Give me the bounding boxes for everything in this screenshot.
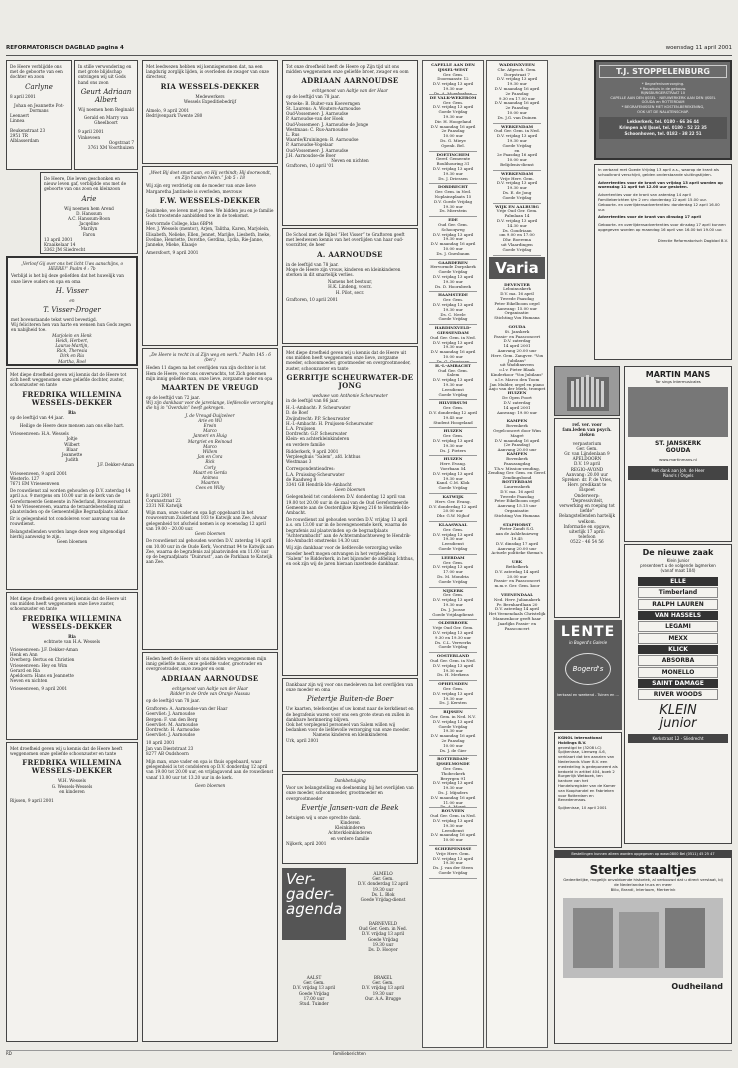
brand-logo: KLICK: [638, 645, 718, 654]
info-p5: Geboorte- en overlijdensadvertenties voor dinsdag 17 april kunnen opgegeven worden op maandag 16 april van 16.00 tot 19.00 uur.: [598, 222, 726, 232]
notice-age: op de leeftijd van 72 jaar.: [146, 395, 200, 401]
notice-and: en: [69, 297, 75, 303]
death-notice-wessels-1: [6, 368, 138, 590]
notice-text: Met diepe droefheid geven wij kennis dat de Heere tot zich heeft weggenomen onze geliefde dochter, zuster, schoonzuster en tante: [10, 372, 127, 388]
page-footer: [6, 1050, 732, 1059]
agenda-item-text: BRAKEL Ger. Gem. D.V. vrijdag 13 april 19.30 uur Our. A.A. Brugge: [361, 975, 405, 1001]
agenda-item-barneveld: [348, 918, 418, 966]
notice-name: Carlyne: [25, 82, 53, 91]
sluitingstijden-notice: [594, 164, 732, 360]
agenda-item-brakel: [348, 972, 418, 1032]
regio-avond-ad: [554, 418, 620, 618]
notice-body: Wij zijn dankbaar voor de jarenlange, liefdevolle verzorging die hij in “Overduin” heeft gekregen.: [146, 400, 274, 411]
notice-body: Jeanineke, we leven met je mee. We bidden jou en je familie Gods troostende aanbiddend toe in de toekomst.: [146, 207, 274, 219]
info-p3: Advertenties voor de krant van zaterdag 14 april Familieberichten t/m 2 cm: donderdag 12 april 15.00 uur. Geboorte- en overlijdensadvertenties: donderdag 12 april 16.00 uur.: [598, 192, 720, 212]
notice-date: Graftoren, 10 april '01: [286, 163, 334, 169]
church-listing: OOSTERLAND Oud Ger. Gem. in Ned. D.V. vrijdag 13 april 19.30 uur Ds. H. Merkens: [430, 653, 476, 678]
martin-mans-photo: [628, 387, 728, 437]
ad-body: verpastorium Ger. Gem. Gr. van Lijndenlaan 9 APELDOORN D.V. 19 april REGIO-AVOND Aanvang: 20.00 uur Spreker: dr. P. de Vries, Herv. predikant te Elspeet Onderwerp: "Depressiviteit, verwerking en roeping tot liefde" Belangstellenden hartelijk welkom. Informatie en opgave, uiterlijk 17 april: telefoon 0522 - 46 54 56: [559, 440, 615, 545]
notice-place: Vrieseenveen: H.A. Wessels: [10, 431, 69, 437]
brand-logo: MONELLO: [638, 667, 718, 678]
notice-name: H. Visser: [55, 286, 89, 295]
notice-text: De Heere, Die leven geschonken en nieuw leven gaf, verblijdde ons met de geboorte van ons zoon en kleinzoon: [44, 176, 127, 192]
notice-name: ADRIAAN AARNOUDSE: [161, 673, 259, 683]
book-illustration: [563, 898, 723, 978]
notice-from: Namens het bestuur, H.K. Lindeng, voorz. H. Pilot, secr.: [327, 279, 373, 295]
notice-name: FREDRIKA WILLEMINA WESSELS-DEKKER: [22, 758, 122, 776]
varia-listing: ROTTERDAM Laurenskerk D.V. ma. 16 april Tweede Paasdag Peter Eikelboom orgel Aanvang 15.15 uur Organisatie: Stichting Vox Humana: [494, 479, 540, 518]
brand-logo: ABSORBA: [638, 655, 718, 666]
notice-children: Joltje Wilbert Blaar Jeannette Judith: [61, 436, 83, 463]
varia-header: Varia: [489, 257, 545, 279]
notice-end: Geen bloemen: [194, 782, 226, 788]
church-listings-col-b: [486, 60, 548, 1048]
notice-address: Oogstraat 7 3761 XM Voorthuizen: [87, 139, 134, 151]
ad-body: Klein Junior presenteert u de volgende lagmerken (vanaf maat 104): [640, 558, 716, 573]
notice-title: KGNOL International Holdings B.V.: [558, 735, 603, 745]
notice-text: Heden 11 dagen na het overlijden van zijn dochter is tot Hem de Heere, voor ons onverwachts, tot Zich genomen mijn innig geliefde man, onze lieve, zorgzame vader en opa: [146, 365, 273, 381]
church-listing: H.-I.-AMBACHT Oud Ger. Gem. Salem D.V. vrijdag 13 april 19.30 uur Leesdienst Goede Vrijdag: [432, 362, 474, 397]
varia-listing: HUIZEN De Open Poort D.V. zaterdag 14 april 2001 Aanvang: 19.00 uur: [496, 390, 538, 415]
ad-footer: Met dank aan Joh. de Heer Piano's / Orgels: [628, 466, 728, 480]
church-listing: WERKENDAM Vrije Herv. Gem. D.V. vrijdag 13 april 19.30 uur Ds. E. de Jong Goede Vrijdag: [496, 170, 538, 200]
notice-address: [11, 364, 133, 366]
condolence-ria-wessels: [142, 60, 278, 164]
page-header: [6, 43, 732, 56]
church-listing: HUIZEN Herv. Evang. Voerbaan 54 D.V. vrijdag 13 april 19.30 uur Kand. C.M. Klok Goede Vrijdag: [432, 456, 474, 491]
condolence-class: [142, 166, 278, 346]
header-left: REFORMATORISCH DAGBLAD pagina 4: [6, 45, 124, 51]
notice-date: Urk, april 2001: [286, 737, 319, 743]
church-listing: EDE Oud Ger. Gem. Schooqweg D.V. vrijdag 13 april 19.30 uur D.V. maandag 16 april 10.00 uur Ds. J. Gnesbaum: [430, 217, 476, 256]
varia-listing: KAMPEN Bovenkerk Paaszangdag T.h.v. Mission-zending, Zending Ger. Gem. en Geref. Zendingsbond: [487, 451, 547, 481]
varia-listing: KAMPEN Bovenkerk Orgelconcert door Wim Magré D.V. maandag 16 april (2e Paasdag) Aanvang 20.00 uur: [493, 418, 541, 453]
notice-parents: D. Hanssum A.C. Hanssum-Boon Jacqeline Marilyn Faron: [67, 210, 111, 237]
agenda-item-aalst: [282, 972, 346, 1032]
footer-center: Familieberichten: [332, 1051, 366, 1056]
notice-text: De Heere verblijdde ons met de geboorte van een dochter en zoon: [10, 64, 63, 80]
vergader-agenda-logo: Ver- gader- agenda: [282, 868, 346, 940]
church-listing: RIJSSEN Ger. Gem. in Ned. N.V. D.V. vrijdag 13 april Goede Vrijdag 19.30 uur D.V. maandag 16 april 2e Paasdag 10.00 uur Ds. J. de Gier: [430, 709, 476, 753]
notice-name-2: T. Visser-Droger: [43, 306, 101, 315]
notice-age: in de leeftijd van 78 jaar.: [286, 261, 339, 267]
notice-name: F.W. WESSELS-DEKKER: [159, 195, 261, 205]
church-listing: WERKENDAM Oud Ger. Gem. in Ned. D.V. vrijdag 13 april 19.30 uur Goede Vrijdag en 2e Paasdag 16 april 10.00 uur Belijdenis-dienst: [494, 123, 540, 167]
sterke-staaltjes-ad: [554, 850, 732, 1044]
organ-image: [555, 367, 620, 416]
agenda-item-text: BARNEVELD Oud Ger. Gem. in Ned. D.V. vrijdag 13 april Goede Vrijdag 19.30 uur Ds. D. Hooyer: [358, 921, 408, 953]
agenda-item-text: AALST Ger. Gem. D.V. vrijdag 13 april Goede Vrijdag 17.00 uur Stud. Tuinder: [292, 975, 336, 1007]
birth-notice-geurt: [74, 60, 138, 170]
church-listing: KLAASWAAL Ger. Gem. D.V. vrijdag 13 april 19.30 uur Leesdienst Goede Vrijdag: [432, 522, 474, 551]
ad-logo: KLEIN junior: [659, 703, 697, 731]
ad-title: MARTIN MANS: [645, 370, 711, 379]
notice-title: Dankbetuiging: [334, 778, 366, 783]
church-listing: WIJK EN AALBURG Vrije Oud Ger. Gem. Palmlaan 14 D.V. vrijdag 13 april 14.30 uur Ds. Goudriaan om 9.00 en 17.00 Dhr. Boerema uit Vlaardingen Goede Vrijdag: [495, 203, 539, 252]
notice-service: De rouwdienst zal gehouden worden D.V. zaterdag 14 april om 10.00 uur in de Oude Kerk, Voorstraat 94 te Katwijk aan Zee, waarna de begrafenis zal plaatsvinden om 11.00 uur op de begraafplaats “Duinrust”, aan de Parklaan te Katwijk aan Zee.: [146, 538, 274, 565]
notice-text: Wij zijn erg verdrietig om de moeder van onze lieve Margaretha Jantineke is overleden, mevrouw: [146, 183, 256, 194]
agenda-item-almelo: [348, 868, 418, 916]
kgnol-notice: [554, 732, 622, 848]
brand-logo: LEGAMI: [638, 621, 718, 632]
church-listing: DE VALK-WEKEROM Ger. Gem. D.V. vrijdag 13 april Goede Vrijdag 19.30 uur Dir. H. Hoogeland D.V. maandag 16 april 2e Paasdag 10.00 uur Ds. G. Mieye Openb. Bel.: [429, 94, 477, 148]
notice-name: A. AARNOUDSE: [317, 249, 383, 259]
lente-bogerd-ad: [554, 620, 622, 730]
notice-text: Heden heeft de Heere uit ons midden weggenomen mijn innig geliefde man, onze geliefde vader, grootvader en overgrootvader, onze zwager en oom: [146, 656, 267, 672]
ad-bar: Bestellingen kunnen alleen worden opgegeven op www.0800 Bel (0511) 45 25 47: [555, 851, 731, 858]
ad-title: De nieuwe zaak: [642, 548, 714, 557]
notice-address-2: Beukenstraat 23 2951 TR Alblasserdam: [10, 127, 46, 144]
church-listing: HARDINXVELD-GIESSENDAM Oud Ger. Gem. in Ned. D.V. vrijdag 13 april 19.30 uur D.V. maandag 16 april 10.00 uur Ds. G. Gerrissen: [430, 325, 476, 364]
church-listing: DOETINCHEM Geref. Gemeente Boulihouring 31 D.V. vrijdag 13 april 19.30 uur Ds. J. Driessen: [432, 151, 474, 181]
notice-text: Met diepe droefheid geven wij kennis dat de Heere uit ons midden heeft weggenomen onze lieve zuster, schoonzuster en tante: [10, 596, 127, 612]
notice-end: Geen bloemen: [56, 539, 88, 545]
notice-date: 8 april 2001: [10, 93, 36, 99]
varia-listing: VEENENDAAL Ned. Herv. Julianakerk Pr. Bernhardlaan 20 D.V. zaterdag 14 april Het Veenendaals Christelijk Mannenkoor geeft haar Jaarlijks Passie- en Paasconcert: [488, 592, 546, 631]
death-notice-aarnoudse: [142, 652, 278, 1042]
ad-brand: Bogerd's: [565, 653, 611, 685]
notice-date: Spijkenisse, 10 april 2001: [558, 805, 607, 811]
thanks-buiten: [282, 678, 418, 772]
notice-body: Wij feliciteren hen van harte en wensen hun Gods zegen en nabijheid toe.: [11, 322, 131, 333]
ad-url: www.martinmans.nl: [659, 457, 697, 463]
notice-body: gevestigd te (3208 LC) Spijkenisse, Lienweg 4-6, verklaart dat ten aanzien van Nederlands Vloer B.V. een mededeling is gedeponeerd als bedoeld in artikel 404, boek 2 Burgerlijk Wetboek, ten kantore van het Handelsregister van de Kamer van Koophandel en Fabrieken voor Rotterdam en Benedenmaas.: [558, 744, 618, 803]
notice-viewing: Wijn man, onze vader en opa ligt opgebaard in het rouwcentrum Zuiderland 103 te Katwijk aan Zee, alwaar gelegenheid tot afscheid nemen is op woensdag 12 april van 19.00 – 20.00 uur.: [146, 510, 267, 531]
notice-body-2: Ook het verplegend personeel van Salem willen wij bedanken voor de liefdevolle verzorging van onze moeder.: [286, 722, 410, 733]
notice-age: op de leeftijd van 78 jaar.: [286, 93, 340, 99]
death-notice-wessels-3: [6, 742, 138, 1042]
notice-service: De rouwdienst zal worden gehouden op D.V. zaterdag 14 april a.s. 9 morgens om 10.00 uur in de kerk van de Gereformeerde Gemeente in Nederland, Brouwersstraat 43 te Vrieseenveen, waarna de teraardebestelling zal plaatsvinden op de Gemeentelijke Begraafplaats aldaar.: [10, 488, 131, 515]
ad-sub: Tor sings Intermusicales: [655, 379, 701, 384]
church-listing: WADDINXVEEN Chr. Afgesch. Gem. Dorpstraat 7 D.V. vrijdag 13 april 19.30 uur D.V. maandag 16 april 2e Paasdag 9.30 en 17.00 uur D.V. maandag 16 april 2e Paasdag 10.00 uur Ds. J.G. van Duinen: [494, 62, 540, 120]
footer-left: RD: [6, 1051, 12, 1056]
notice-address: Vrieseenveen, 9 april 2001 Westerlo. 127 7671 EM Vrieseenveen: [10, 470, 68, 487]
notice-verse: Heilige de Heere deze mensen aan ons elke hart.: [19, 423, 125, 429]
brand-logo: Timberland: [638, 587, 718, 598]
notice-children: Marjolein en Henk Heidi, Herbert, Laurus-Martijn, Rick, Theresia: [52, 332, 92, 354]
church-listing: KATWIJK Herv. Ger. Evang. D.V. donderdag 12 april 20.00 uur Dhr. G.W. Nijhof: [428, 494, 477, 519]
varia-listing: STAPHORST Pieter Zandt S.G. aan de Ashlehuizweg 19.45 D.V. dinsdag 17 april Aanvang 20.00 uur Actuele politieke thema's: [491, 521, 543, 556]
brand-logo: MEXX: [638, 633, 718, 644]
brand-logo: ELLE: [638, 577, 718, 586]
notice-text: Voor uw belangstelling en deelneming bij het overlijden van onze moeder, schoonmoeder, grootmoeder en overgrootmoeder: [286, 785, 414, 801]
notice-family: Vrieseenveen: J.F. Dekker-Aman Henk en Ann Overberg: Bertus en Christien Vrieseenveen: Hey en Wim Gerard en Ria Apeldoorn: Hans en Jeannette Neven en nichten: [10, 647, 78, 684]
notice-name: FREDRIKA WILLEMINA WESSELS-DEKKER: [22, 389, 122, 407]
ad-title: ref. ver. voor fam.leden van psych. zieken: [562, 422, 612, 438]
notice-neven: Neven en nichten: [331, 158, 369, 164]
notice-name: Evertje Jansen-van de Beek: [301, 803, 399, 812]
listing-divider: [493, 255, 541, 256]
anniversary-notice-visser: [6, 256, 138, 366]
notice-date: Graftoren, 10 april 2001: [286, 296, 338, 302]
notice-date: Ridderkerk, 9 april 2001 Verpleeghuis “Salem”, afd. Ichthus Westmaas 3: [286, 448, 361, 465]
notice-date: Nijkerk, april 2001: [286, 840, 327, 846]
notice-address: Leenaert Linnea: [10, 113, 30, 124]
info-p2: Advertenties voor de krant van vrijdag 13 april worden op woensdag 11 april tot 12.00 uur gesloten.: [598, 179, 723, 190]
church-listing: SCHERPENISSE Vrije Herv. Gem. D.V. vrijdag 13 april 19.30 uur Ds. J. van der Steen Goede Vrijdag: [432, 846, 474, 875]
church-listing: ROTTERDAM-IJSSELMONDE Ger. Gem. Thobeckerk Beryrgen 91 D.V. vrijdag 13 april 19.30 uur Ds. J. Mijnders D.V. maandag 16 april 11.00 uur Ds. A. Moret: [430, 756, 476, 810]
notice-spouse: echtnote van H.A. Wessels: [43, 638, 101, 644]
notice-body: Moge de Heere zijn vrouw, kinderen en kleinkinderen sterken in dit smartelijk verlies.: [286, 266, 401, 278]
ad-title: LENTE: [560, 624, 616, 640]
ad-title: Sterke staaltjes: [589, 863, 697, 877]
death-notice-aarnoudse-family: [282, 60, 418, 226]
notice-family: Yerseke: B. Buiter-van Koeverngen St. Laurens: A. Wouters-Aarnoudse Oud-Vossemeer: J. Aarnoudse P. Aarnoudse-van der Hoek Oud-Vossemeer: J. Aarnoudse-de Jonge Westmaas: C. Rus-Aarnoudse L. Rus Waarde/Kruiningen: B. Aarnoudse P. Aarnoudse-Vogelaar Oud-Vossemeer: J. Aarnoudse J.H. Aarnoudse-de Boer: [286, 100, 369, 158]
notice-text: De School met de Bijbel “Het Visser” te Graftoren geeft met leedwezen kennis van het overlijden van haar oud-voorzitter, de heer: [286, 232, 405, 248]
notice-sub: echtgenoot van Aaltje van der Haar: [312, 88, 388, 94]
notice-family: H.-I.-Ambacht: P. Scheurwater D. de Boef Zwijndrecht: P.P. Scheurwater H.-I.-Ambacht: H. Pruijssen-Scheurwater L.A. Pruijssen Dordrecht: G.P. Scheurwater Klein- en achterkleinkinderen en verdere familie: [286, 405, 374, 447]
death-notice-wessels-2: [6, 592, 138, 740]
notice-age: op de leeftijd van 44 jaar.: [10, 414, 64, 420]
notice-end: Geen bloemen: [334, 487, 366, 493]
notice-date: 10 april 2001 Jan van Dieststraat 23 8277 AB Oudshoorn: [146, 740, 194, 756]
notice-condolence: Er is gelegenheid tot condoleren voor aanvang van de rouwdienst.: [10, 516, 125, 527]
ad-sub: in Bogerd's Galerie: [568, 640, 608, 645]
notice-date: 8 april 2001 Corunastraat 22 2331 NE Katwijk: [146, 492, 183, 509]
church-listing: NIJKERK Ger. Gem. D.V. vrijdag 13 april 19.30 uur Ds. J. Joosse Goede Vrijdagdienst: [432, 587, 474, 617]
ad-phones: Lekkerkerk, tel. 0180 - 66 36 44 Krimpen a/d IJssel, tel. 0180 - 52 22 35 Schoonhoven, tel. 0182 - 38 22 51: [599, 117, 727, 139]
church-listing: HAAMSTEDE Ger. Gem. D.V. vrijdag 13 april 19.30 uur Ds. C. Neele Goede Vrijdag: [432, 292, 474, 322]
notice-sub: echtgenoot van Aaltje van der Haar: [172, 685, 248, 691]
church-listing: DORDRECHT Ger. Gem. in Ned. Noplainsplaats 15 D.V. Goede Vrijdag 19.30 uur Ds. Mierstein: [433, 184, 473, 214]
notice-correspondence: Correspondentieadres: L.A. Pruissing-Scheurwater de Raadweg 8 3341 GB Hendrik-Ido-Ambacht: [286, 466, 352, 488]
notice-sub: Wij noemen hem Arend: [64, 205, 114, 211]
notice-verse: „Verloof Gij over ons het licht Uws aanschijns, o HEERE!” Psalm 4 : 7b: [20, 261, 124, 272]
varia-listing: GOUDA St. Janskerk Passie- en Paasconcert D.V. zaterdag 14 april 2001 Aanvang 20.00 uur Herv. Gem. Zangver. "Vox Jubilans" uit Waddinxveen o.l.v. Pieter Blaak Kinderkoor "Vox Jubilans" o.l.v. Marco den Toom Jan Mulder, orgel en piano Anjo van der Merk, trompet: [488, 324, 546, 392]
notice-name: ADRIAAN AARNOUDSE: [301, 76, 399, 86]
brand-list: [628, 577, 728, 700]
thanks-jansen: [282, 774, 418, 864]
listing-divider: [429, 878, 477, 879]
notice-date: Almelo, 9 april 2001 Bedrijvenpark Twente 280: [146, 108, 203, 119]
martin-mans-ad: [624, 366, 732, 542]
notice-date: 9 april 2001 Vinkeveen: [78, 129, 104, 140]
ad-footer: kerkzaal en weekend - Tuinen en ...: [557, 693, 619, 697]
notice-age: op de leeftijd van 78 jaar.: [146, 698, 200, 704]
church-listings-col-a: [422, 60, 484, 1048]
notice-name: GERRITJE SCHEURWATER-DE JONG: [286, 372, 414, 390]
brand-logo: RIVER WOODS: [638, 689, 718, 700]
ad-body: Gedeeltelijke, mogelijk onvoldoende historiek, al verbouwd dat u direct verstaat, bij de Nederlandse trucs en meer Blilo, Brandi, Interloom, Merkerink: [563, 877, 723, 892]
notice-condolence: Gelegenheid tot condoleren D.V. donderdag 12 april van 19.00 tot 20.00 uur in de zaal van de Oud Gereformeerde Gemeente aan de Oosterdijkse Rijweg 216 te Hendrik-Ido-Ambacht.: [286, 494, 411, 516]
notice-family: Graftoren: A. Aarnoudse-van der Haar Geervliet: J. Aarnoudse Bergen: F. van den Berg Geervliet: M. Aarnoudse Dordrecht: H. Aarnoudse Geervliet: J. Aarnoudse: [146, 706, 228, 738]
notice-age: in de leeftijd van 86 jaar.: [286, 398, 339, 404]
klein-junior-ad: [624, 544, 732, 844]
church-listing: LEERDAM Ger. Gem. D.V. vrijdag 13 april 17.00 uur Ds. M. Mondria Goede Vrijdag: [432, 554, 474, 584]
varia-listing: DEVENTER Lebuinuskerk D.V. ma. 16 april Tweede Paasdag Peter Eikelboom orgel Aanvang: 15.00 uur Organisatie: Stichting Vox Humana: [494, 281, 540, 321]
notice-body: Uw kaarten, telefoontjes of uw komst naar de kerkdienst en de begrafenis waren voor ons een grote steun en zullen in dankbare herinnering blijven.: [286, 706, 414, 722]
church-listing: HILVERSUM Ger. Gem. D.V. donderdag 12 april 19.45 uur Student Hoogeland: [428, 400, 477, 425]
death-notice-de-vreugd: [142, 348, 278, 650]
notice-name: FREDRIKA WILLEMINA WESSELS-DEKKER: [22, 613, 122, 631]
notice-service: Mijn man, onze vader en opa is thuis opgebaard, waar gelegenheid is tot condoleren op D.V. donderdag 12 april van 19.00 tot 20.00 uur, en vrijdagavond aan de rouwdienst vanaf 13.00 uur tot 13.20 uur in de kerk.: [146, 759, 274, 780]
notice-name: Arie: [81, 194, 97, 203]
notice-text: Met leedwezen hebben wij kennisgenomen dat, na een langdurig zorglijk lijden, is overleden de zwager van onze directeur,: [146, 64, 269, 80]
notice-family: J. de Vreugd-Duijzeleer Arie en Wil Erwin Marco Janneri en Huig Margriet en Reinoud Marco Willem Jan en Cora Rick Corly Maart en Gerda Animea Maarten Cees en Willy: [185, 412, 235, 491]
notice-text: Dankbaar zijn wij voor ons medeleven na het overlijden van onze moeder en oma: [286, 682, 414, 693]
notice-sub: weduwe van Anthonie Scheurwater: [312, 392, 388, 398]
header-right: woensdag 11 april 2001: [665, 45, 732, 51]
notice-name: Pietertje Buiten-de Boer: [306, 695, 394, 704]
birth-notice-carlyne: [6, 60, 72, 170]
notice-name: MAARTEN DE VREUGD: [161, 383, 259, 393]
ad-title: T.J. STOPPELENBURG: [599, 65, 727, 78]
stoppelenburg-ad: [594, 60, 732, 160]
school-notice-aarnoudse: [282, 228, 418, 344]
notice-text: In stille verwondering en met grote blijdschap ontvingen wij uit Gods hand ons zoon: [78, 64, 132, 85]
ad-footer: Kerkstraat 12 - Sliedrecht: [628, 734, 728, 743]
notice-from: Medewerkers Wessels Expeditiebedrijf: [183, 93, 237, 104]
church-listing: OLDEBROEK Vrije Oud Ger. Gem. D.V. vrijdag 13 april 9.30 en 19.30 uur Ds. C.L. Verwerks Goede Vrijdag: [432, 620, 474, 650]
notice-parents: Gerald en Marry van Gheelboort: [83, 115, 129, 126]
notice-sub: Ria: [68, 633, 76, 639]
notice-service: De rouwdienst zal gehouden worden D.V. vrijdag 13 april a.s. om 13.00 uur in de bovengenoemde kerk, waarna de begrafenis zal plaatsvinden op de begraafplaats “Achterambacht” aan de Achterambachtseweg te Hendrik-Ido-Ambacht omstreeks 14.30 uur.: [286, 517, 411, 544]
notice-parents: Johan en Jeannette Pot-Dormans: [14, 102, 64, 114]
notice-children-2: Dirk en Ria Martha, Roel: [58, 353, 86, 364]
church-listing: GAARDEREN Hervormde Dorpskerk Goede Vrijdag D.V. vrijdag 13 april 19.30 uur Ds. D. Hoornbeek: [430, 259, 476, 289]
info-p4: Advertenties voor de krant van dinsdag 17 april: [598, 214, 701, 220]
notice-end: Geen bloemen: [194, 531, 226, 537]
agenda-item-text: ALMELO Ger. Gem. D.V. donderdag 12 april 19.30 uur Ds. L. Blok Goede Vrijdag-dienst: [357, 871, 409, 903]
notice-family: W.H. Wessels G. Wessels-Wessels en kinderen: [51, 778, 93, 794]
organ-photo: [554, 366, 620, 416]
notice-date: Vrieseenveen, 9 april 2001: [10, 686, 68, 692]
brand-logo: SAINT DAMAGE: [638, 679, 718, 688]
notice-verse: „Weet Bij doet smart aan, en Hij verbindt; Hij doorwondt, en Zijn handen helen.” Job 5 : 18: [148, 170, 272, 181]
notice-date: Amersfoort, 9 april 2001: [146, 250, 199, 256]
notice-text: Tot onze droefheid heeft de Heere op Zijn tijd uit ons midden weggenomen onze geliefde broer, zwager en oom: [286, 64, 409, 75]
info-sign: Directie Reformatorisch Dagblad B.V.: [657, 237, 728, 243]
notice-body: betuigen wij u onze oprechte dank.: [286, 814, 361, 820]
notice-text: Met droefheid geven wij u kennis dat de Heere heeft weggenomen onze geliefde schoonzuster en tante: [10, 746, 123, 757]
church-listing: OPHEUSDEN Ger. Gem. D.V. vrijdag 13 april 19.30 uur Ds. J. Kersten: [432, 681, 474, 706]
church-listing: HUIZEN Ger. Gem. D.V. vrijdag 13 april 19.30 uur Ds. J. Pieters: [432, 428, 474, 453]
notice-order: Ridder in de Orde van Oranje Nassau: [170, 690, 250, 696]
notice-from: Kinderen Kleinkinderen Achterkleinkinderen en verdere familie: [328, 820, 372, 841]
notice-name: RIA WESSELS-DEKKER: [160, 81, 260, 91]
death-notice-scheurwater: [282, 346, 418, 676]
notice-from: Namens kinderen en kleinkinderen: [312, 732, 388, 738]
notice-date: Rijssen, 9 april 2001: [10, 798, 54, 804]
church-listing: ROUVEEN Oud Ger. Gem. in Ned. D.V. vrijdag 13 april 19.30 uur Leesdienst D.V. maandag 16 april 10.00 uur: [430, 808, 476, 843]
varia-listing: URK Bethelkerk D.V. zaterdag 14 april 20.00 uur Passie- en Paasconcert m.m.v. Ger. Gem. koor: [493, 559, 541, 589]
notice-sub: Wij noemen hem Reginald: [78, 106, 134, 112]
brand-logo: RALPH LAUREN: [638, 599, 718, 610]
notice-list: Hervormde College, klas 6BPt4 Mev. J. Wessels (mentor), Arjen, Talitha, Karen, Marjolein, Elisabeth, Nelieke, Ellen, Jennet, Marijke, Liesbeth, Ineke, Eveline, Henriette, Dorothe, Gerdina, Lydia, Rie-Janne, Janneke, Mieke, Klaasje: [146, 221, 271, 248]
notice-thanks: Wij zijn dankbaar voor de liefdevolle verzorging welke moeder heeft mogen ontvangen in het verpleeghuis “Salem” te Ridderkerk, in het bijzonder de afdeling Ichthus, en ook zijn wij de jaren hieraan inzettende dankbaar.: [286, 545, 414, 566]
notice-text: Verblijd is het bij deze geliefden dat het huwelijk van onze lieve ouders en opa en oma: [11, 273, 124, 284]
notice-sub: Ria: [68, 409, 76, 415]
notice-family: J.F. Dekker-Aman: [97, 462, 134, 468]
ad-venue: ST. JANSKERK GOUDA: [654, 440, 702, 455]
notice-name: Geurt Adriaan Albert: [80, 87, 132, 104]
notice-date: 13 april 2001 Kraaikelaar 14 3362 JM Sliedrecht: [44, 236, 86, 253]
ad-body: * Begrafenisverzorging. * Rouwbuis in de gebouw. RIJNSBURGERSTRAAT 10 CAPELLE AAN DEN IJSSEL · NIEUWERKERK AAN DEN IJSSEL GOUDA en ROTTERDAM * BEGRAFENISSEN MET KOSTEN-BEREKENING, OOK UIT DE NALATENSCHAP.: [610, 82, 716, 114]
ad-logo: Oudheiland: [671, 982, 723, 992]
info-intro: In verband met Goede Vrijdag 13 april a.s., waarop de krant als schoolkrant verschijnt, gelden onderstaande sluitingstijden.: [598, 167, 720, 177]
brand-logo: VAN HASSELS: [638, 611, 718, 620]
notice-years: met bovenstaande tekst werd bevestigd.: [11, 317, 98, 323]
birth-notice-arie: [40, 172, 138, 254]
notice-invite: Belangstellenden worden lange deze weg uitgenodigd hierbij aanwezig te zijn.: [10, 528, 126, 539]
church-listing: CAPELLE AAN DEN IJSSEL-WEST Ger. Gem. Doormanstr. 12 D.V. vrijdag 13 april 19.30 uur Ds. A. Moerkerken: [431, 62, 475, 96]
notice-text: Met diepe droefheid geven wij u kennis dat de Heere uit ons midden heeft weggenomen onze lieve, zorgzame moeder, schoonmoeder, grootmoeder en overgrootmoeder, zuster, schoonzuster en tante: [286, 350, 411, 371]
notice-verse: „De Heere is recht in al Zijn weg en werk.” Psalm 145 : 6 (ber.): [149, 352, 271, 363]
